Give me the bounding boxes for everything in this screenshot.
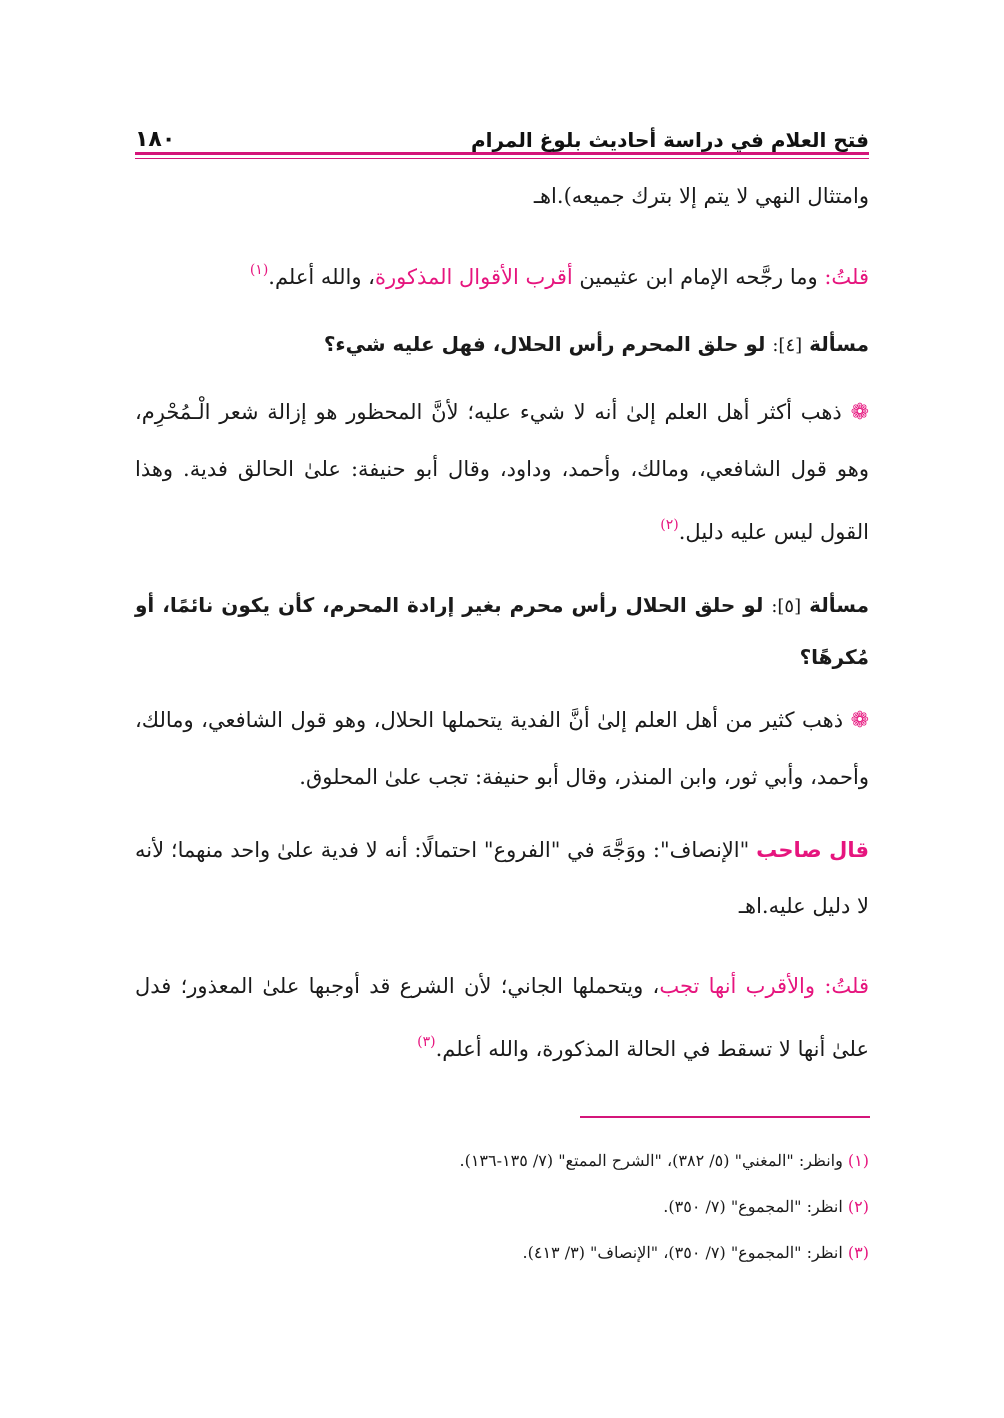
question-label: مسألة — [809, 593, 869, 617]
footnote-ref[interactable]: (٢) — [660, 517, 679, 533]
footnote-text: انظر: "المجموع" (٧/ ٣٥٠). — [663, 1197, 848, 1216]
paragraph-text: ، والله أعلم. — [268, 265, 375, 289]
insaf-paragraph — [135, 822, 869, 934]
qultu-label: قلتُ: — [824, 265, 869, 289]
footnote-ref[interactable]: (١) — [249, 262, 269, 278]
footnote-ref[interactable]: (٣) — [417, 1034, 436, 1050]
footnote-3 — [135, 1242, 869, 1264]
continuation-line — [135, 168, 869, 224]
question-number: [٤]: — [772, 335, 803, 356]
page-number: ١٨٠ — [135, 127, 176, 152]
flower-icon: ❁ — [850, 400, 869, 425]
insaf-text: "الإنصاف": ووَجَّهَ في "الفروع" احتمالًا: أنه لا فدية علىٰ واحد منهما؛ لأنه لا دليل عليه.اهـ — [135, 838, 869, 918]
paragraph-text: وما رجَّحه الإمام ابن عثيمين — [572, 265, 825, 289]
footnote-1 — [135, 1150, 869, 1172]
header-rule-thick — [135, 152, 869, 155]
question-label: مسألة — [809, 332, 869, 356]
question-4-answer — [135, 384, 869, 560]
page-header — [135, 112, 869, 152]
question-5-answer — [135, 692, 869, 805]
footnote-text: وانظر: "المغني" (٥/ ٣٨٢)، "الشرح الممتع" (٧/ ١٣٥-١٣٦). — [459, 1151, 848, 1170]
book-title: فتح العلام في دراسة أحاديث بلوغ المرام — [470, 128, 869, 152]
footnote-mark: (٣) — [847, 1243, 869, 1262]
qultu-label: قلتُ: — [824, 974, 869, 998]
question-4-heading — [135, 316, 869, 374]
insaf-label: قال صاحب — [756, 838, 869, 862]
question-number: [٥]: — [771, 596, 802, 617]
question-text: لو حلق الحلال رأس محرم بغير إرادة المحرم، كأن يكون نائمًا، أو مُكرهًا؟ — [135, 593, 869, 669]
footnote-text: انظر: "المجموع" (٧/ ٣٥٠)، "الإنصاف" (٣/ ٤١٣). — [522, 1243, 848, 1262]
footnote-mark: (٢) — [847, 1197, 869, 1216]
footnote-mark: (١) — [847, 1151, 869, 1170]
flower-icon: ❁ — [850, 708, 869, 733]
paragraph-qultu-1 — [135, 242, 869, 305]
header-rule-thin — [135, 158, 869, 159]
footnote-separator — [580, 1116, 870, 1118]
paragraph-text: ، ويتحملها الجاني؛ لأن الشرع قد أوجبها علىٰ المعذور؛ فدل علىٰ أنها لا تسقط في الحالة المذكورة، والله أعلم. — [135, 974, 869, 1061]
paragraph-qultu-2 — [135, 958, 869, 1077]
question-5-heading — [135, 580, 869, 682]
continuation-text: وامتثال النهي لا يتم إلا بترك جميعه).اهـ — [533, 184, 869, 208]
answer-text: ذهب كثير من أهل العلم إلىٰ أنَّ الفدية يتحملها الحلال، وهو قول الشافعي، ومالك، وأحمد، وأبي ثور، وابن المنذر، وقال أبو حنيفة: تجب علىٰ المحلوق. — [135, 708, 869, 789]
highlight-text: أقرب الأقوال المذكورة — [374, 265, 573, 289]
question-text: لو حلق المحرم رأس الحلال، فهل عليه شيء؟ — [323, 332, 766, 356]
answer-text: ذهب أكثر أهل العلم إلىٰ أنه لا شيء عليه؛ لأنَّ المحظور هو إزالة شعر الْـمُحْرِم، وهو قول الشافعي، ومالك، وأحمد، وداود، وقال أبو حنيفة: علىٰ الحالق فدية. وهذا القول ليس عليه دليل. — [135, 400, 869, 544]
highlight-text: والأقرب أنها تجب — [659, 974, 825, 998]
footnote-2 — [135, 1196, 869, 1218]
